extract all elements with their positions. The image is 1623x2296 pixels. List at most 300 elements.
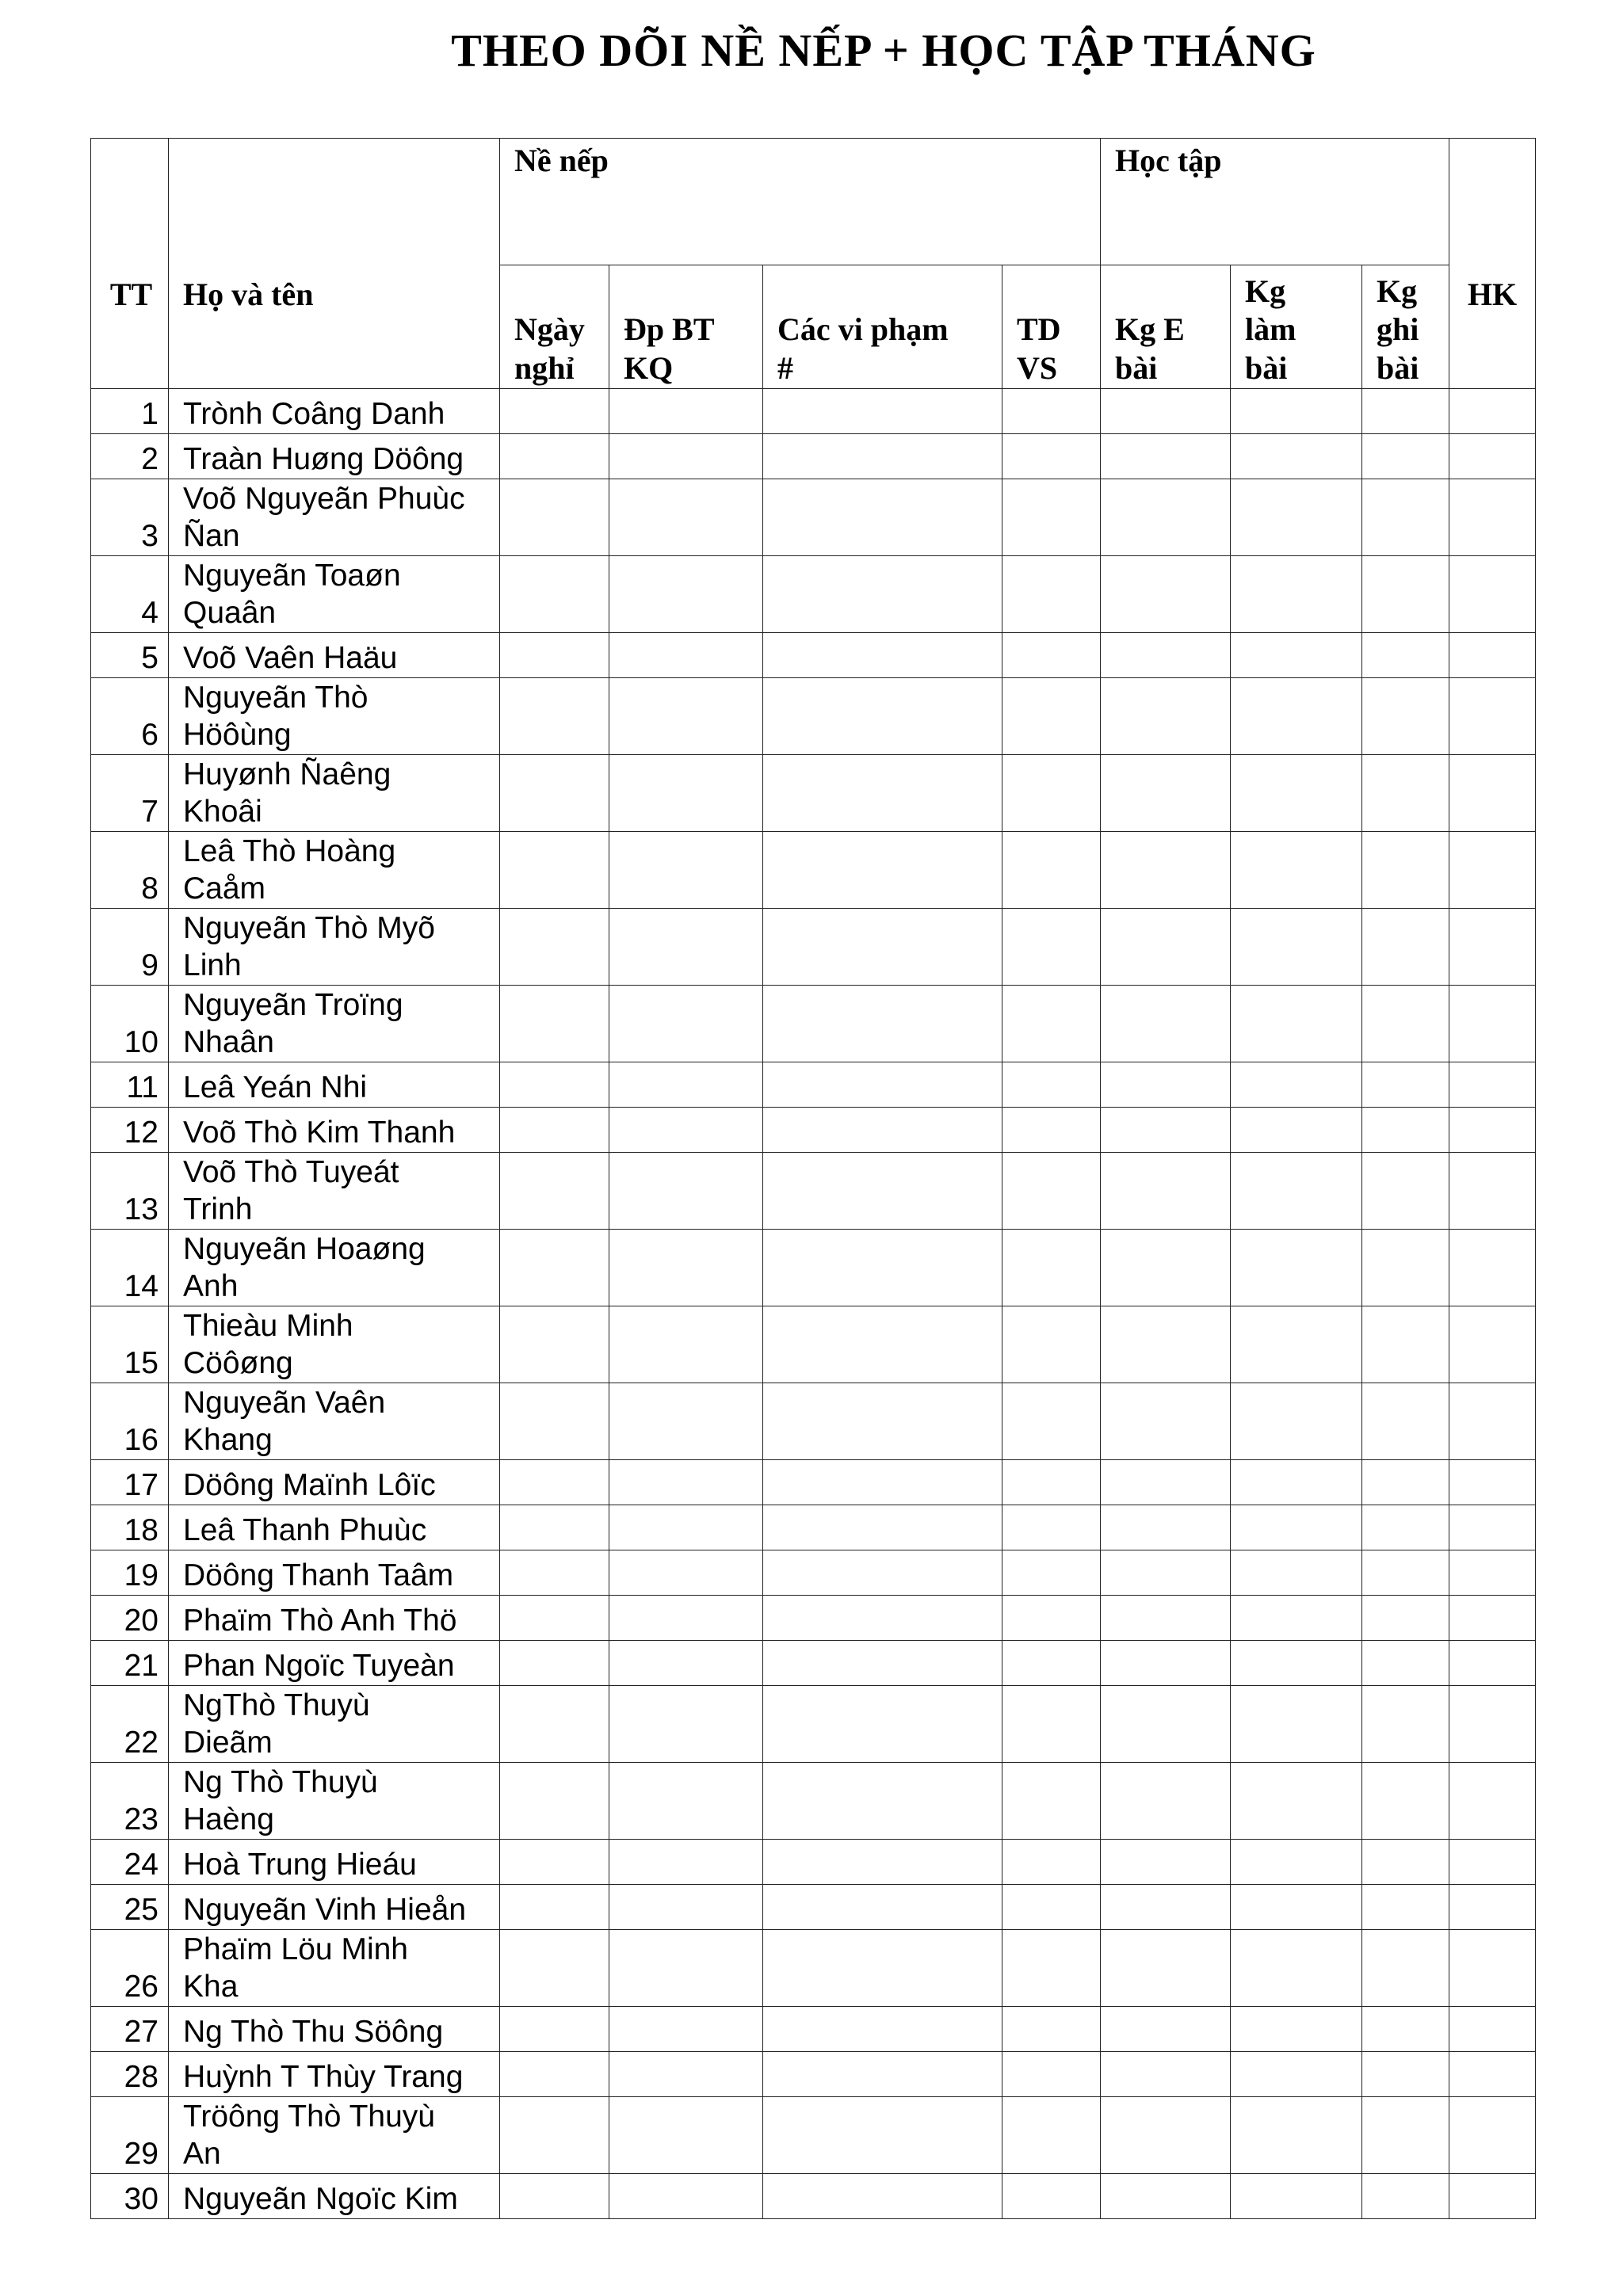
tracking-table — [90, 138, 1536, 2219]
student-name: Döông Thanh Taâm — [169, 1550, 500, 1596]
cell-vi-pham — [763, 479, 1002, 556]
table-row — [91, 1460, 1536, 1505]
row-number: 19 — [91, 1550, 169, 1596]
row-number: 27 — [91, 2007, 169, 2052]
table-row — [91, 1108, 1536, 1153]
row-number: 3 — [91, 479, 169, 556]
cell-dp-bt-kq — [609, 1383, 763, 1460]
cell-ngay-nghi — [500, 1460, 609, 1505]
cell-hk — [1449, 1885, 1536, 1930]
cell-kg-ghi-bai — [1362, 1230, 1449, 1306]
cell-td-vs — [1002, 1550, 1101, 1596]
cell-kg-ghi-bai — [1362, 1306, 1449, 1383]
cell-vi-pham — [763, 1108, 1002, 1153]
header-ngay-nghi: Ngày nghỉ — [500, 265, 609, 389]
cell-ngay-nghi — [500, 909, 609, 986]
cell-kg-e-bai — [1101, 2007, 1231, 2052]
cell-kg-lam-bai — [1231, 1062, 1362, 1108]
cell-kg-ghi-bai — [1362, 1763, 1449, 1840]
cell-kg-ghi-bai — [1362, 556, 1449, 633]
cell-kg-e-bai — [1101, 1153, 1231, 1230]
cell-dp-bt-kq — [609, 755, 763, 832]
cell-ngay-nghi — [500, 1840, 609, 1885]
table-row — [91, 556, 1536, 633]
student-name: Leâ Thò Hoàng Caåm — [169, 832, 500, 909]
cell-kg-e-bai — [1101, 1062, 1231, 1108]
cell-dp-bt-kq — [609, 1153, 763, 1230]
cell-ngay-nghi — [500, 755, 609, 832]
cell-vi-pham — [763, 1383, 1002, 1460]
cell-kg-lam-bai — [1231, 1686, 1362, 1763]
cell-hk — [1449, 2052, 1536, 2097]
cell-ngay-nghi — [500, 2097, 609, 2174]
student-name: Tröông Thò Thuyù An — [169, 2097, 500, 2174]
cell-ngay-nghi — [500, 2174, 609, 2219]
cell-dp-bt-kq — [609, 986, 763, 1062]
cell-kg-e-bai — [1101, 2097, 1231, 2174]
cell-td-vs — [1002, 2097, 1101, 2174]
cell-td-vs — [1002, 2174, 1101, 2219]
cell-kg-e-bai — [1101, 1550, 1231, 1596]
cell-kg-ghi-bai — [1362, 1550, 1449, 1596]
cell-kg-e-bai — [1101, 2174, 1231, 2219]
student-name: Trònh Coâng Danh — [169, 389, 500, 434]
student-name: Leâ Yeán Nhi — [169, 1062, 500, 1108]
cell-td-vs — [1002, 1596, 1101, 1641]
cell-kg-ghi-bai — [1362, 479, 1449, 556]
table-row — [91, 1550, 1536, 1596]
cell-dp-bt-kq — [609, 2174, 763, 2219]
cell-vi-pham — [763, 1930, 1002, 2007]
cell-td-vs — [1002, 1108, 1101, 1153]
row-number: 28 — [91, 2052, 169, 2097]
cell-kg-lam-bai — [1231, 1596, 1362, 1641]
cell-kg-e-bai — [1101, 633, 1231, 678]
cell-hk — [1449, 1596, 1536, 1641]
cell-dp-bt-kq — [609, 2097, 763, 2174]
cell-vi-pham — [763, 2052, 1002, 2097]
cell-kg-lam-bai — [1231, 1108, 1362, 1153]
cell-kg-ghi-bai — [1362, 1885, 1449, 1930]
cell-ngay-nghi — [500, 832, 609, 909]
header-hk: HK — [1449, 139, 1536, 389]
cell-hk — [1449, 832, 1536, 909]
cell-td-vs — [1002, 986, 1101, 1062]
cell-hk — [1449, 909, 1536, 986]
cell-kg-e-bai — [1101, 434, 1231, 479]
cell-hk — [1449, 479, 1536, 556]
cell-dp-bt-kq — [609, 678, 763, 755]
cell-kg-e-bai — [1101, 2052, 1231, 2097]
table-row — [91, 1505, 1536, 1550]
cell-hk — [1449, 1230, 1536, 1306]
cell-kg-e-bai — [1101, 832, 1231, 909]
cell-kg-e-bai — [1101, 755, 1231, 832]
student-name: Ng Thò Thuyù Haèng — [169, 1763, 500, 1840]
cell-ngay-nghi — [500, 1641, 609, 1686]
cell-kg-e-bai — [1101, 1885, 1231, 1930]
cell-kg-ghi-bai — [1362, 1686, 1449, 1763]
student-name: NgThò Thuyù Dieãm — [169, 1686, 500, 1763]
cell-ngay-nghi — [500, 1062, 609, 1108]
cell-kg-ghi-bai — [1362, 1641, 1449, 1686]
cell-hk — [1449, 1686, 1536, 1763]
table-row — [91, 1153, 1536, 1230]
student-name: Thieàu Minh Cöôøng — [169, 1306, 500, 1383]
cell-td-vs — [1002, 1885, 1101, 1930]
cell-hk — [1449, 1108, 1536, 1153]
cell-td-vs — [1002, 556, 1101, 633]
cell-dp-bt-kq — [609, 1641, 763, 1686]
row-number: 22 — [91, 1686, 169, 1763]
student-name: Döông Maïnh Lôïc — [169, 1460, 500, 1505]
table-row — [91, 2097, 1536, 2174]
cell-td-vs — [1002, 755, 1101, 832]
table-row — [91, 1686, 1536, 1763]
table-row — [91, 755, 1536, 832]
table-row — [91, 1230, 1536, 1306]
cell-hk — [1449, 2007, 1536, 2052]
row-number: 23 — [91, 1763, 169, 1840]
cell-kg-lam-bai — [1231, 1930, 1362, 2007]
cell-hk — [1449, 633, 1536, 678]
table-row — [91, 2052, 1536, 2097]
cell-vi-pham — [763, 755, 1002, 832]
row-number: 8 — [91, 832, 169, 909]
cell-kg-lam-bai — [1231, 1230, 1362, 1306]
cell-kg-e-bai — [1101, 1306, 1231, 1383]
cell-kg-ghi-bai — [1362, 434, 1449, 479]
cell-kg-e-bai — [1101, 1686, 1231, 1763]
cell-td-vs — [1002, 1460, 1101, 1505]
page-title: THEO DÕI NỀ NẾP + HỌC TẬP THÁNG — [451, 25, 1316, 76]
student-name: Nguyeãn Toaøn Quaân — [169, 556, 500, 633]
cell-vi-pham — [763, 2174, 1002, 2219]
cell-vi-pham — [763, 1153, 1002, 1230]
cell-kg-lam-bai — [1231, 755, 1362, 832]
cell-td-vs — [1002, 1763, 1101, 1840]
cell-kg-lam-bai — [1231, 556, 1362, 633]
row-number: 12 — [91, 1108, 169, 1153]
cell-kg-lam-bai — [1231, 1306, 1362, 1383]
cell-kg-lam-bai — [1231, 633, 1362, 678]
table-row — [91, 986, 1536, 1062]
cell-kg-e-bai — [1101, 1505, 1231, 1550]
cell-ngay-nghi — [500, 1230, 609, 1306]
cell-ngay-nghi — [500, 1153, 609, 1230]
cell-kg-e-bai — [1101, 1840, 1231, 1885]
cell-vi-pham — [763, 1641, 1002, 1686]
cell-kg-ghi-bai — [1362, 986, 1449, 1062]
cell-hk — [1449, 1153, 1536, 1230]
header-kg-ghi-bai: Kg ghi bài — [1362, 265, 1449, 389]
cell-td-vs — [1002, 832, 1101, 909]
cell-td-vs — [1002, 1840, 1101, 1885]
table-row — [91, 479, 1536, 556]
cell-kg-ghi-bai — [1362, 389, 1449, 434]
cell-kg-lam-bai — [1231, 1460, 1362, 1505]
cell-dp-bt-kq — [609, 1763, 763, 1840]
table-row — [91, 1885, 1536, 1930]
cell-vi-pham — [763, 2097, 1002, 2174]
cell-td-vs — [1002, 1383, 1101, 1460]
cell-ngay-nghi — [500, 2052, 609, 2097]
cell-kg-lam-bai — [1231, 1840, 1362, 1885]
cell-td-vs — [1002, 909, 1101, 986]
cell-ngay-nghi — [500, 1596, 609, 1641]
cell-kg-lam-bai — [1231, 986, 1362, 1062]
cell-dp-bt-kq — [609, 1686, 763, 1763]
cell-dp-bt-kq — [609, 479, 763, 556]
table-body — [91, 389, 1536, 2219]
cell-kg-ghi-bai — [1362, 678, 1449, 755]
cell-td-vs — [1002, 1641, 1101, 1686]
cell-kg-lam-bai — [1231, 678, 1362, 755]
table-row — [91, 389, 1536, 434]
student-name: Phaïm Löu Minh Kha — [169, 1930, 500, 2007]
cell-td-vs — [1002, 1930, 1101, 2007]
table-row — [91, 434, 1536, 479]
cell-kg-e-bai — [1101, 1641, 1231, 1686]
student-name: Hoà Trung Hieáu — [169, 1840, 500, 1885]
cell-kg-ghi-bai — [1362, 2097, 1449, 2174]
header-tt: TT — [91, 139, 169, 389]
row-number: 11 — [91, 1062, 169, 1108]
table-row — [91, 678, 1536, 755]
table-row — [91, 1383, 1536, 1460]
cell-kg-e-bai — [1101, 1383, 1231, 1460]
header-group-nenep: Nề nếp — [500, 139, 1101, 265]
cell-vi-pham — [763, 633, 1002, 678]
cell-kg-ghi-bai — [1362, 1596, 1449, 1641]
cell-ngay-nghi — [500, 986, 609, 1062]
cell-vi-pham — [763, 1306, 1002, 1383]
cell-vi-pham — [763, 1230, 1002, 1306]
cell-kg-lam-bai — [1231, 1505, 1362, 1550]
row-number: 16 — [91, 1383, 169, 1460]
row-number: 25 — [91, 1885, 169, 1930]
cell-kg-e-bai — [1101, 479, 1231, 556]
cell-td-vs — [1002, 2052, 1101, 2097]
cell-dp-bt-kq — [609, 389, 763, 434]
student-name: Voõ Nguyeãn Phuùc Ñan — [169, 479, 500, 556]
cell-ngay-nghi — [500, 1930, 609, 2007]
cell-kg-lam-bai — [1231, 2174, 1362, 2219]
cell-ngay-nghi — [500, 1383, 609, 1460]
cell-dp-bt-kq — [609, 1306, 763, 1383]
cell-hk — [1449, 678, 1536, 755]
table-row — [91, 1840, 1536, 1885]
cell-hk — [1449, 2097, 1536, 2174]
cell-vi-pham — [763, 1840, 1002, 1885]
cell-ngay-nghi — [500, 1885, 609, 1930]
cell-vi-pham — [763, 1686, 1002, 1763]
cell-hk — [1449, 1306, 1536, 1383]
row-number: 30 — [91, 2174, 169, 2219]
cell-hk — [1449, 1840, 1536, 1885]
cell-td-vs — [1002, 1306, 1101, 1383]
cell-dp-bt-kq — [609, 1460, 763, 1505]
cell-vi-pham — [763, 389, 1002, 434]
cell-hk — [1449, 1383, 1536, 1460]
cell-dp-bt-kq — [609, 2052, 763, 2097]
cell-dp-bt-kq — [609, 1505, 763, 1550]
cell-ngay-nghi — [500, 1505, 609, 1550]
cell-td-vs — [1002, 389, 1101, 434]
student-name: Leâ Thanh Phuùc — [169, 1505, 500, 1550]
cell-kg-ghi-bai — [1362, 832, 1449, 909]
table-row — [91, 1306, 1536, 1383]
cell-dp-bt-kq — [609, 434, 763, 479]
table-row — [91, 1596, 1536, 1641]
cell-td-vs — [1002, 2007, 1101, 2052]
cell-hk — [1449, 1763, 1536, 1840]
header-kg-lam-bai: Kg làm bài — [1231, 265, 1362, 389]
table-row — [91, 633, 1536, 678]
cell-ngay-nghi — [500, 633, 609, 678]
cell-kg-ghi-bai — [1362, 1383, 1449, 1460]
row-number: 18 — [91, 1505, 169, 1550]
row-number: 7 — [91, 755, 169, 832]
student-name: Nguyeãn Vaên Khang — [169, 1383, 500, 1460]
row-number: 21 — [91, 1641, 169, 1686]
cell-hk — [1449, 1550, 1536, 1596]
row-number: 17 — [91, 1460, 169, 1505]
student-name: Huỳnh T Thùy Trang — [169, 2052, 500, 2097]
table-row — [91, 2174, 1536, 2219]
cell-vi-pham — [763, 556, 1002, 633]
cell-ngay-nghi — [500, 389, 609, 434]
row-number: 15 — [91, 1306, 169, 1383]
cell-kg-ghi-bai — [1362, 633, 1449, 678]
cell-kg-e-bai — [1101, 1460, 1231, 1505]
cell-kg-lam-bai — [1231, 2097, 1362, 2174]
cell-kg-lam-bai — [1231, 832, 1362, 909]
cell-vi-pham — [763, 986, 1002, 1062]
row-number: 2 — [91, 434, 169, 479]
cell-ngay-nghi — [500, 1306, 609, 1383]
student-name: Voõ Thò Kim Thanh — [169, 1108, 500, 1153]
cell-vi-pham — [763, 1505, 1002, 1550]
cell-kg-ghi-bai — [1362, 2174, 1449, 2219]
cell-td-vs — [1002, 678, 1101, 755]
cell-ngay-nghi — [500, 1550, 609, 1596]
cell-vi-pham — [763, 434, 1002, 479]
row-number: 10 — [91, 986, 169, 1062]
cell-vi-pham — [763, 1596, 1002, 1641]
cell-ngay-nghi — [500, 434, 609, 479]
cell-kg-ghi-bai — [1362, 909, 1449, 986]
header-name: Họ và tên — [169, 139, 500, 389]
header-td-vs: TD VS — [1002, 265, 1101, 389]
cell-td-vs — [1002, 1153, 1101, 1230]
cell-ngay-nghi — [500, 556, 609, 633]
row-number: 14 — [91, 1230, 169, 1306]
cell-kg-lam-bai — [1231, 434, 1362, 479]
cell-td-vs — [1002, 1686, 1101, 1763]
cell-kg-lam-bai — [1231, 1383, 1362, 1460]
cell-td-vs — [1002, 1062, 1101, 1108]
cell-kg-lam-bai — [1231, 479, 1362, 556]
cell-kg-e-bai — [1101, 389, 1231, 434]
cell-kg-lam-bai — [1231, 1153, 1362, 1230]
cell-dp-bt-kq — [609, 1840, 763, 1885]
cell-dp-bt-kq — [609, 1596, 763, 1641]
cell-td-vs — [1002, 434, 1101, 479]
student-name: Nguyeãn Hoaøng Anh — [169, 1230, 500, 1306]
cell-kg-lam-bai — [1231, 909, 1362, 986]
cell-vi-pham — [763, 1062, 1002, 1108]
cell-vi-pham — [763, 832, 1002, 909]
cell-kg-ghi-bai — [1362, 1062, 1449, 1108]
cell-kg-lam-bai — [1231, 2007, 1362, 2052]
cell-hk — [1449, 1062, 1536, 1108]
student-name: Phan Ngoïc Tuyeàn — [169, 1641, 500, 1686]
cell-vi-pham — [763, 2007, 1002, 2052]
cell-ngay-nghi — [500, 1763, 609, 1840]
cell-td-vs — [1002, 1230, 1101, 1306]
cell-vi-pham — [763, 909, 1002, 986]
cell-kg-e-bai — [1101, 1596, 1231, 1641]
cell-vi-pham — [763, 1885, 1002, 1930]
student-name: Nguyeãn Thò Höôùng — [169, 678, 500, 755]
cell-dp-bt-kq — [609, 2007, 763, 2052]
cell-ngay-nghi — [500, 479, 609, 556]
cell-kg-lam-bai — [1231, 2052, 1362, 2097]
cell-dp-bt-kq — [609, 556, 763, 633]
table-row — [91, 1062, 1536, 1108]
row-number: 6 — [91, 678, 169, 755]
student-name: Nguyeãn Troïng Nhaân — [169, 986, 500, 1062]
student-name: Voõ Vaên Haäu — [169, 633, 500, 678]
cell-kg-ghi-bai — [1362, 755, 1449, 832]
cell-td-vs — [1002, 1505, 1101, 1550]
row-number: 29 — [91, 2097, 169, 2174]
cell-kg-ghi-bai — [1362, 2007, 1449, 2052]
cell-kg-ghi-bai — [1362, 1840, 1449, 1885]
cell-dp-bt-kq — [609, 1885, 763, 1930]
cell-kg-e-bai — [1101, 1930, 1231, 2007]
cell-vi-pham — [763, 1460, 1002, 1505]
header-kg-e-bai: Kg E bài — [1101, 265, 1231, 389]
cell-kg-ghi-bai — [1362, 1930, 1449, 2007]
cell-td-vs — [1002, 633, 1101, 678]
header-dp-bt-kq: Đp BT KQ — [609, 265, 763, 389]
cell-kg-e-bai — [1101, 1108, 1231, 1153]
table-header — [91, 139, 1536, 389]
cell-dp-bt-kq — [609, 1062, 763, 1108]
row-number: 9 — [91, 909, 169, 986]
cell-hk — [1449, 986, 1536, 1062]
cell-dp-bt-kq — [609, 909, 763, 986]
cell-hk — [1449, 755, 1536, 832]
header-group-hoctap: Học tập — [1101, 139, 1449, 265]
cell-kg-ghi-bai — [1362, 1153, 1449, 1230]
cell-vi-pham — [763, 678, 1002, 755]
student-name: Voõ Thò Tuyeát Trinh — [169, 1153, 500, 1230]
cell-kg-e-bai — [1101, 909, 1231, 986]
cell-hk — [1449, 1505, 1536, 1550]
cell-hk — [1449, 1460, 1536, 1505]
student-name: Nguyeãn Ngoïc Kim — [169, 2174, 500, 2219]
student-name: Nguyeãn Vinh Hieån — [169, 1885, 500, 1930]
cell-ngay-nghi — [500, 1686, 609, 1763]
cell-td-vs — [1002, 479, 1101, 556]
cell-hk — [1449, 1641, 1536, 1686]
table-row — [91, 1930, 1536, 2007]
cell-vi-pham — [763, 1763, 1002, 1840]
row-number: 20 — [91, 1596, 169, 1641]
